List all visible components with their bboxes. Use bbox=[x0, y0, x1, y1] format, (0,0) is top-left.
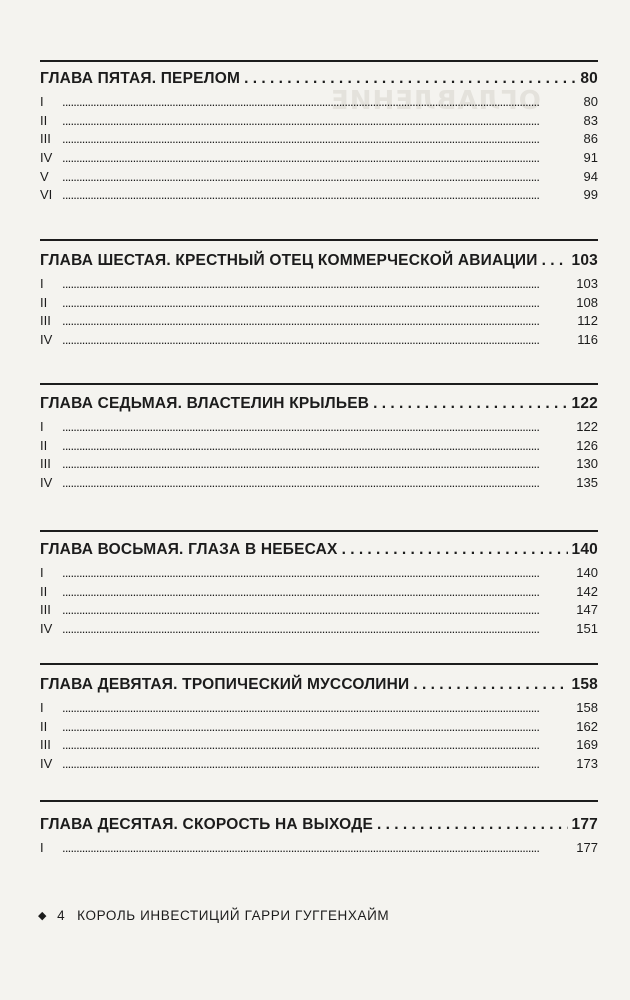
section-entry[interactable] bbox=[40, 295, 598, 314]
section-page: 80 bbox=[583, 94, 598, 109]
chapter-title: ГЛАВА ВОСЬМАЯ. ГЛАЗА В НЕБЕСАХ bbox=[40, 541, 338, 558]
section-number: VI bbox=[40, 187, 53, 203]
chapter-heading[interactable] bbox=[40, 395, 598, 419]
show-through-heading: ОГЛАВЛЕНИЕ bbox=[330, 86, 541, 116]
leader-dots bbox=[62, 840, 572, 855]
leader-dots bbox=[62, 621, 572, 636]
section-number: III bbox=[40, 737, 51, 753]
section-number: II bbox=[40, 294, 48, 310]
leader-dots bbox=[62, 295, 572, 310]
chapter-page: 103 bbox=[571, 252, 598, 269]
section-page: 126 bbox=[576, 437, 598, 453]
leader-dots bbox=[62, 737, 572, 752]
section-page: 94 bbox=[583, 168, 598, 184]
section-page: 122 bbox=[576, 419, 598, 434]
section-entry[interactable] bbox=[40, 419, 598, 438]
section-page: 91 bbox=[583, 150, 598, 166]
leader-dots bbox=[62, 187, 580, 202]
leader-dots bbox=[62, 475, 572, 490]
section-entry[interactable] bbox=[40, 700, 598, 719]
section-number: III bbox=[40, 456, 51, 472]
section-entry[interactable] bbox=[40, 840, 598, 859]
chapter-page: 158 bbox=[571, 676, 598, 693]
section-entry[interactable] bbox=[40, 756, 598, 775]
section-entry[interactable] bbox=[40, 565, 598, 584]
chapter-divider bbox=[40, 663, 598, 665]
leader-dots bbox=[62, 565, 572, 580]
footer-running-title: КОРОЛЬ ИНВЕСТИЦИЙ ГАРРИ ГУГГЕНХАЙМ bbox=[77, 908, 390, 923]
chapter-divider bbox=[40, 800, 598, 802]
section-page: 99 bbox=[583, 187, 598, 203]
chapter-9 bbox=[40, 676, 598, 775]
leader-dots bbox=[62, 332, 573, 347]
section-entry[interactable] bbox=[40, 737, 598, 756]
leader-dots bbox=[62, 169, 580, 184]
chapter-page: 80 bbox=[580, 70, 598, 87]
section-entry[interactable] bbox=[40, 438, 598, 457]
chapter-8 bbox=[40, 541, 598, 640]
leader-dots bbox=[342, 541, 568, 559]
section-page: 86 bbox=[583, 131, 598, 147]
section-entry[interactable] bbox=[40, 456, 598, 475]
section-number: IV bbox=[40, 332, 53, 348]
chapter-heading[interactable] bbox=[40, 541, 598, 565]
leader-dots bbox=[62, 150, 580, 165]
section-number: I bbox=[40, 700, 44, 715]
chapter-divider bbox=[40, 530, 598, 532]
leader-dots bbox=[413, 676, 567, 694]
leader-dots bbox=[62, 131, 580, 146]
section-page: 135 bbox=[576, 475, 598, 491]
section-number: I bbox=[40, 419, 44, 434]
chapter-page: 140 bbox=[571, 541, 598, 558]
section-entry[interactable] bbox=[40, 313, 598, 332]
section-number: IV bbox=[40, 150, 53, 166]
section-entry[interactable] bbox=[40, 150, 598, 169]
chapter-page: 122 bbox=[571, 395, 598, 412]
chapter-10 bbox=[40, 816, 598, 859]
leader-dots bbox=[62, 719, 572, 734]
leader-dots bbox=[62, 313, 573, 328]
section-page: 169 bbox=[576, 737, 598, 753]
chapter-divider bbox=[40, 60, 598, 62]
page-footer bbox=[38, 908, 389, 923]
section-entry[interactable] bbox=[40, 276, 598, 295]
section-page: 162 bbox=[576, 718, 598, 734]
section-page: 130 bbox=[576, 456, 598, 472]
leader-dots bbox=[62, 584, 572, 599]
chapter-heading[interactable] bbox=[40, 70, 598, 94]
section-number: I bbox=[40, 840, 44, 855]
leader-dots bbox=[377, 816, 568, 834]
section-entry[interactable] bbox=[40, 169, 598, 188]
leader-dots bbox=[62, 756, 572, 771]
section-page: 112 bbox=[577, 313, 598, 329]
section-entry[interactable] bbox=[40, 187, 598, 206]
chapter-title: ГЛАВА ПЯТАЯ. ПЕРЕЛОМ bbox=[40, 70, 241, 87]
chapter-divider bbox=[40, 383, 598, 385]
leader-dots bbox=[62, 602, 572, 617]
section-page: 177 bbox=[576, 840, 598, 855]
section-page: 116 bbox=[577, 332, 598, 348]
chapter-page: 177 bbox=[571, 816, 598, 833]
section-number: IV bbox=[40, 621, 53, 637]
leader-dots bbox=[62, 276, 572, 291]
chapter-heading[interactable] bbox=[40, 676, 598, 700]
leader-dots bbox=[62, 700, 572, 715]
diamond-icon: ◆ bbox=[38, 910, 48, 922]
section-entry[interactable] bbox=[40, 131, 598, 150]
section-entry[interactable] bbox=[40, 584, 598, 603]
leader-dots bbox=[373, 395, 567, 413]
chapter-6 bbox=[40, 252, 598, 351]
chapter-heading[interactable] bbox=[40, 816, 598, 840]
section-page: 108 bbox=[576, 294, 598, 310]
chapter-title: ГЛАВА ШЕСТАЯ. КРЕСТНЫЙ ОТЕЦ КОММЕРЧЕСКОЙ АВИАЦИИ bbox=[40, 252, 538, 269]
section-number: III bbox=[40, 131, 51, 147]
leader-dots bbox=[542, 252, 568, 270]
section-entry[interactable] bbox=[40, 113, 598, 132]
section-entry[interactable] bbox=[40, 621, 598, 640]
leader-dots bbox=[62, 113, 580, 128]
section-number: I bbox=[40, 94, 44, 109]
chapter-title: ГЛАВА ДЕСЯТАЯ. СКОРОСТЬ НА ВЫХОДЕ bbox=[40, 816, 374, 833]
section-entry[interactable] bbox=[40, 602, 598, 621]
section-page: 173 bbox=[576, 756, 598, 772]
section-number: II bbox=[40, 718, 48, 734]
chapter-divider bbox=[40, 239, 598, 241]
section-number: II bbox=[40, 583, 48, 599]
chapter-title: ГЛАВА ДЕВЯТАЯ. ТРОПИЧЕСКИЙ МУССОЛИНИ bbox=[40, 676, 410, 693]
leader-dots bbox=[244, 70, 576, 88]
section-number: III bbox=[40, 313, 51, 329]
section-number: I bbox=[40, 565, 44, 580]
chapter-7 bbox=[40, 395, 598, 494]
section-page: 142 bbox=[576, 583, 598, 599]
section-entry[interactable] bbox=[40, 94, 598, 113]
chapter-5 bbox=[40, 70, 598, 206]
section-number: I bbox=[40, 276, 44, 291]
leader-dots bbox=[62, 419, 572, 434]
chapter-heading[interactable] bbox=[40, 252, 598, 276]
section-entry[interactable] bbox=[40, 332, 598, 351]
section-page: 147 bbox=[576, 602, 598, 618]
section-page: 83 bbox=[583, 112, 598, 128]
leader-dots bbox=[62, 438, 572, 453]
section-number: II bbox=[40, 112, 48, 128]
section-number: IV bbox=[40, 475, 53, 491]
footer-page-number: 4 bbox=[57, 908, 66, 923]
chapter-title: ГЛАВА СЕДЬМАЯ. ВЛАСТЕЛИН КРЫЛЬЕВ bbox=[40, 395, 370, 412]
section-number: IV bbox=[40, 756, 53, 772]
section-entry[interactable] bbox=[40, 475, 598, 494]
section-number: II bbox=[40, 437, 48, 453]
section-number: V bbox=[40, 168, 49, 184]
section-page: 103 bbox=[576, 276, 598, 291]
section-page: 158 bbox=[576, 700, 598, 715]
leader-dots bbox=[62, 456, 572, 471]
section-entry[interactable] bbox=[40, 719, 598, 738]
section-number: III bbox=[40, 602, 51, 618]
section-page: 140 bbox=[576, 565, 598, 580]
leader-dots bbox=[62, 94, 580, 109]
section-page: 151 bbox=[576, 621, 598, 637]
